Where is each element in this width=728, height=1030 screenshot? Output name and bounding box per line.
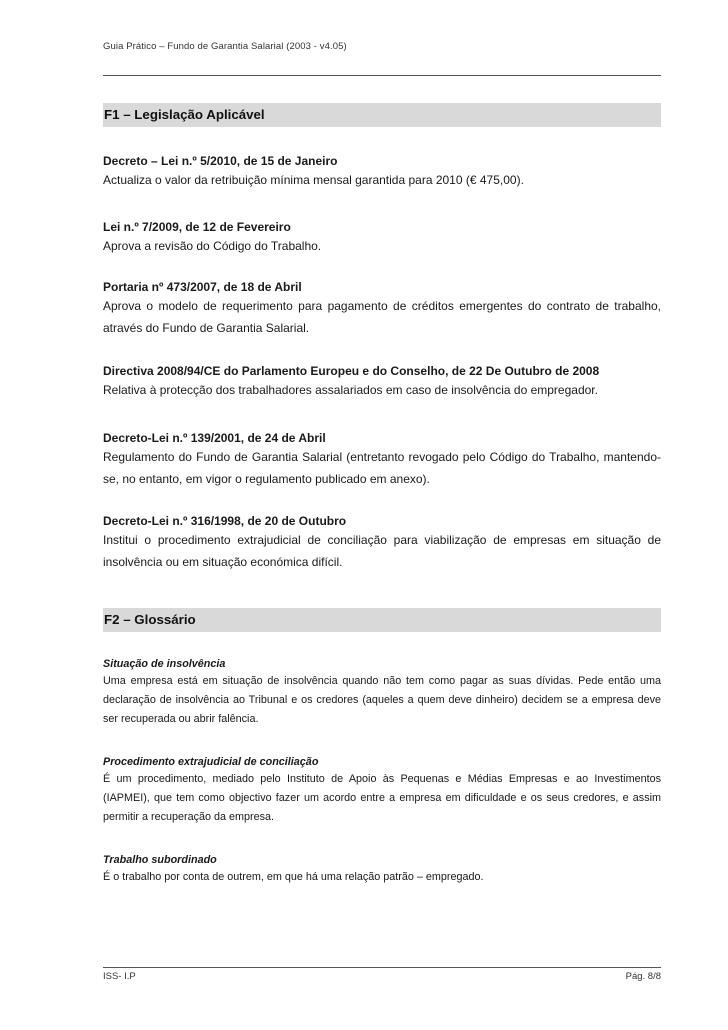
entry-title: Decreto – Lei n.º 5/2010, de 15 de Janeiro (103, 154, 338, 168)
term-body: É um procedimento, mediado pelo Instituto de Apoio às Pequenas e Médias Empresas e ao Investimentos (IAPMEI), que tem como objectivo fazer um acordo entre a empresa em dificuldade e os seus credores, e assim permitir a recuperação da empresa. (103, 773, 661, 823)
entry-body: Actualiza o valor da retribuição mínima mensal garantida para 2010 (€ 475,00). (103, 173, 524, 187)
entry-title: Directiva 2008/94/CE do Parlamento Europeu e do Conselho, de 22 De Outubro de 2008 (103, 364, 600, 378)
legislation-entry-6 (103, 513, 661, 573)
term-title: Situação de insolvência (103, 658, 226, 670)
footer-divider (103, 967, 661, 968)
legislation-entry-1 (103, 153, 661, 191)
legislation-entry-2 (103, 219, 661, 257)
entry-title: Decreto-Lei n.º 316/1998, de 20 de Outubro (103, 514, 347, 528)
glossary-term-1 (103, 656, 661, 729)
entry-body: Aprova o modelo de requerimento para pagamento de créditos emergentes do contrato de trabalho, através do Fundo de Garantia Salarial. (103, 299, 661, 335)
entry-title: Lei n.º 7/2009, de 12 de Fevereiro (103, 220, 291, 234)
term-title: Trabalho subordinado (103, 854, 217, 866)
glossary-term-3 (103, 852, 661, 887)
page-number: Pág. 8/8 (625, 971, 661, 982)
entry-body: Aprova a revisão do Código do Trabalho. (103, 239, 322, 253)
term-title: Procedimento extrajudicial de conciliação (103, 756, 319, 768)
entry-body: Institui o procedimento extrajudicial de conciliação para viabilização de empresas em situação de insolvência ou em situação económica difícil. (103, 533, 661, 569)
header-title: Guia Prático – Fundo de Garantia Salarial (2003 - v4.05) (103, 41, 347, 52)
entry-body: Relativa à protecção dos trabalhadores assalariados em caso de insolvência do empregador. (103, 383, 598, 397)
header-divider (103, 75, 661, 76)
glossary-term-2 (103, 754, 661, 827)
legislation-entry-5 (103, 430, 661, 490)
legislation-entry-4 (103, 363, 661, 401)
term-body: Uma empresa está em situação de insolvência quando não tem como pagar as suas dívidas. Pede então uma declaração de insolvência ao Tribunal e os credores (aqueles a quem deve dinheiro) decidem se a empresa deve ser recuperada ou abrir falência. (103, 675, 661, 725)
entry-title: Portaria nº 473/2007, de 18 de Abril (103, 280, 302, 294)
footer-org: ISS- I.P (103, 971, 136, 982)
section-f1-heading: F1 – Legislação Aplicável (103, 103, 661, 127)
legislation-entry-3 (103, 279, 661, 339)
section-f2-heading: F2 – Glossário (103, 608, 661, 632)
entry-title: Decreto-Lei n.º 139/2001, de 24 de Abril (103, 431, 326, 445)
entry-body: Regulamento do Fundo de Garantia Salarial (entretanto revogado pelo Código do Trabalho, mantendo-se, no entanto, em vigor o regulamento publicado em anexo). (103, 450, 661, 486)
term-body: É o trabalho por conta de outrem, em que há uma relação patrão – empregado. (103, 871, 484, 883)
